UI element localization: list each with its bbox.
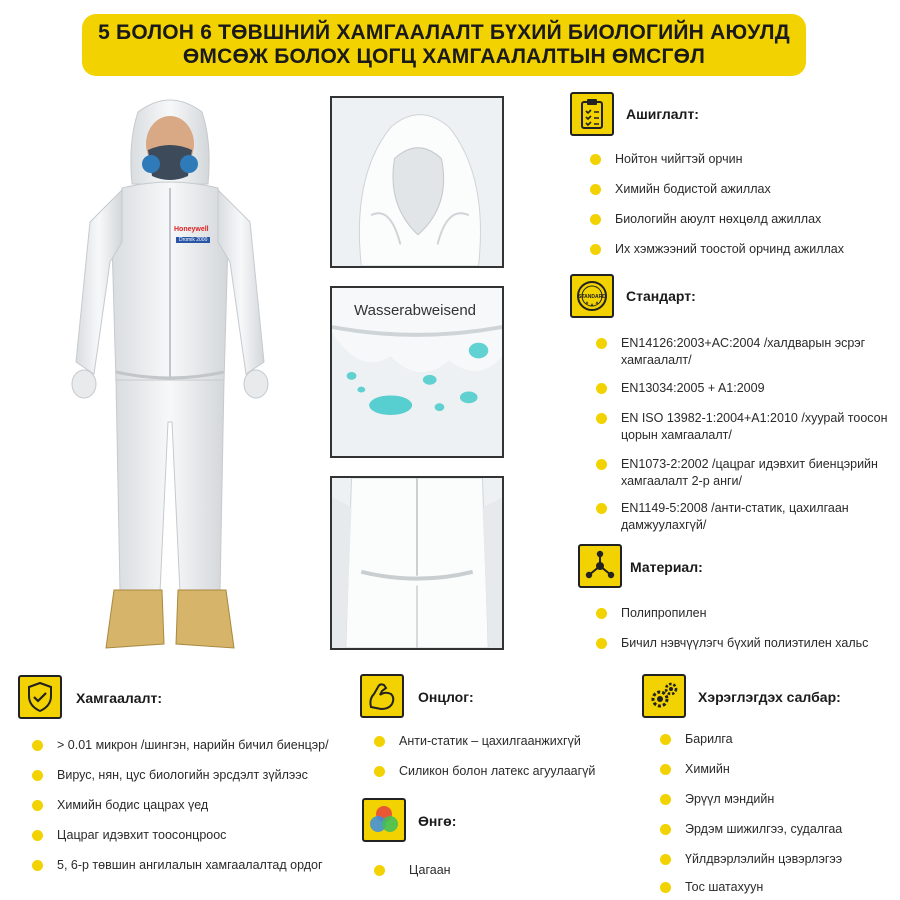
applications-section-icon [642, 674, 686, 718]
list-item: Тос шатахуун [660, 879, 763, 896]
title-banner [82, 14, 806, 76]
title-line-2: ӨМСӨЖ БОЛОХ ЦОГЦ ХАМГААЛАЛТЫН ӨМСГӨЛ [182, 45, 706, 68]
strong-arm-icon [365, 679, 399, 713]
list-item: Биологийн аюулт нөхцөлд ажиллах [590, 211, 821, 228]
list-item: Полипропилен [596, 605, 707, 622]
water-repellent-detail-photo [330, 286, 504, 458]
list-item: Химийн бодистой ажиллах [590, 181, 771, 198]
seal-text: STANDARD [578, 294, 606, 300]
list-item: Бичил нэвчүүлэгч бүхий полиэтилен хальс [596, 635, 868, 652]
coverall-photo [50, 92, 290, 662]
list-item: Химийн бодис цацрах үед [32, 797, 208, 814]
gears-icon [647, 679, 681, 713]
list-item: Цацраг идэвхит тоосонцроос [32, 827, 226, 844]
color-circles-icon [367, 803, 401, 837]
water-repellent-label: Wasserabweisend [354, 302, 476, 319]
body-detail-photo [330, 476, 504, 650]
standard-section-icon [570, 274, 614, 318]
list-item: Эрдэм шижилгээ, судалгаа [660, 821, 842, 838]
list-item: Их хэмжээний тоостой орчинд ажиллах [590, 241, 844, 258]
list-item: Вирус, нян, цус биологийн эрсдэлт зүйлээс [32, 767, 308, 784]
list-item: Силикон болон латекс агуулаагүй [374, 763, 595, 780]
protection-section-icon [18, 675, 62, 719]
brand-label: Honeywell [174, 226, 209, 233]
color-section-icon [362, 798, 406, 842]
usage-heading: Ашиглалт: [626, 106, 699, 122]
molecule-icon [583, 549, 617, 583]
brand-badge: Dromik 2000 [176, 237, 210, 243]
standard-seal-icon [575, 279, 609, 313]
list-item: Цагаан [374, 862, 451, 879]
applications-heading: Хэрэглэгдэх салбар: [698, 689, 841, 705]
list-item: Үйлдвэрлэлийн цэвэрлэгээ [660, 851, 842, 868]
list-item: EN13034:2005 + A1:2009 [596, 380, 765, 397]
material-section-icon [578, 544, 622, 588]
standard-heading: Стандарт: [626, 288, 696, 304]
features-heading: Онцлог: [418, 689, 474, 705]
list-item: EN14126:2003+AC:2004 /халдварын эсрэг хамгаалалт/ [596, 335, 865, 369]
material-heading: Материал: [630, 559, 703, 575]
title-line-1: 5 БОЛОН 6 ТӨВШНИЙ ХАМГААЛАЛТ БҮХИЙ БИОЛОГИЙН АЮУЛД [98, 21, 790, 44]
list-item: Нойтон чийгтэй орчин [590, 151, 743, 168]
list-item: Анти-статик – цахилгаанжихгүй [374, 733, 581, 750]
list-item: EN1149-5:2008 /анти-статик, цахилгаан дамжуулахгүй/ [596, 500, 849, 534]
list-item: EN ISO 13982-1:2004+A1:2010 /хуурай тоосон цорын хамгаалалт/ [596, 410, 888, 444]
usage-section-icon [570, 92, 614, 136]
list-item: EN1073-2:2002 /цацраг идэвхит биенцэрийн хамгаалалт 2-р анги/ [596, 456, 878, 490]
features-section-icon [360, 674, 404, 718]
list-item: 5, 6-р төвшин ангилалын хамгаалалтад ордог [32, 857, 323, 874]
list-item: > 0.01 микрон /шингэн, нарийн бичил биенцэр/ [32, 737, 329, 754]
color-heading: Өнгө: [418, 813, 457, 829]
list-item: Химийн [660, 761, 730, 778]
list-item: Эрүүл мэндийн [660, 791, 774, 808]
protection-heading: Хамгаалалт: [76, 690, 162, 706]
clipboard-icon [575, 97, 609, 131]
shield-check-icon [23, 680, 57, 714]
list-item: Барилга [660, 731, 733, 748]
hood-detail-photo [330, 96, 504, 268]
